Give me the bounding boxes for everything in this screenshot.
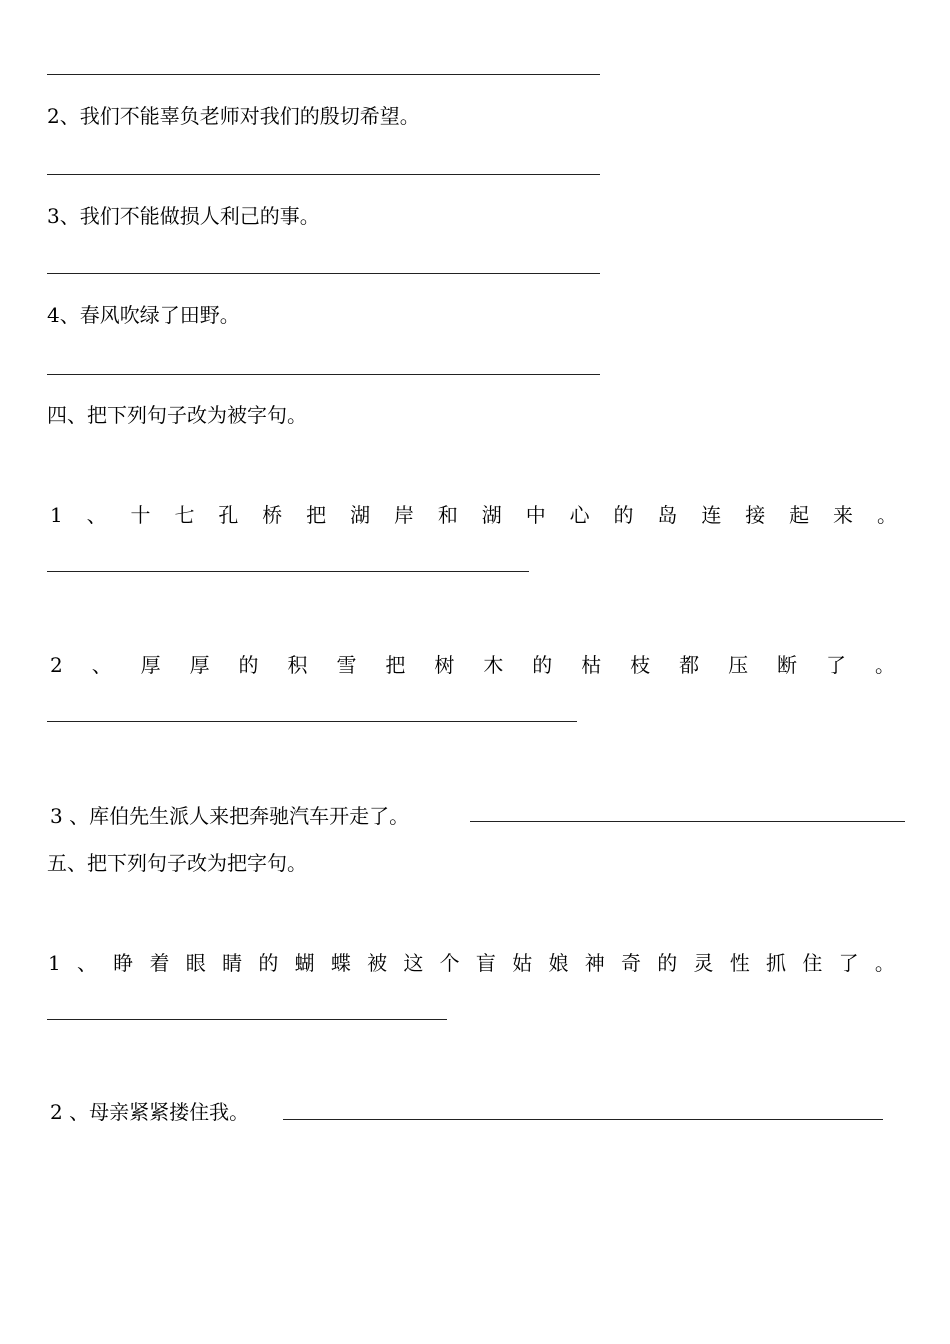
q3-item-4: 4、春风吹绿了田野。 [47, 303, 240, 327]
sentence-char: 住 [802, 951, 823, 975]
q3-item-2: 2、我们不能辜负老师对我们的殷切希望。 [47, 104, 420, 128]
sentence-char: 1 [50, 503, 63, 527]
sentence-char: 的 [657, 951, 678, 975]
sentence-char: 起 [789, 503, 810, 527]
sentence-char: 姑 [512, 951, 533, 975]
sentence-char: 岸 [393, 503, 414, 527]
sentence-char: 性 [729, 951, 750, 975]
answer-line [47, 174, 600, 175]
answer-line [47, 74, 600, 75]
sentence-char: 、 [91, 653, 112, 677]
sentence-char: 厚 [189, 653, 210, 677]
sentence-char: 这 [403, 951, 424, 975]
q4-item-1 [50, 505, 897, 525]
sentence-char: 积 [287, 653, 308, 677]
sentence-char: 十 [130, 503, 151, 527]
q5-title: 五、把下列句子改为把字句。 [47, 851, 307, 875]
sentence-char: 来 [833, 503, 854, 527]
q4-item-2 [50, 655, 895, 675]
q4-title: 四、把下列句子改为被字句。 [47, 403, 307, 427]
sentence-char: 树 [434, 653, 455, 677]
sentence-char: 个 [439, 951, 460, 975]
answer-line [47, 1019, 447, 1020]
sentence-char: 枯 [581, 653, 602, 677]
answer-line [47, 571, 529, 572]
sentence-char: 了 [838, 951, 859, 975]
q5-item-2: 2 、母亲紧紧搂住我。 [50, 1100, 250, 1124]
sentence-char: 厚 [140, 653, 161, 677]
sentence-char: 的 [532, 653, 553, 677]
sentence-char: 盲 [475, 951, 496, 975]
sentence-char: 娘 [548, 951, 569, 975]
sentence-char: 把 [306, 503, 327, 527]
sentence-char: 雪 [336, 653, 357, 677]
sentence-char: 木 [483, 653, 504, 677]
sentence-char: 连 [701, 503, 722, 527]
sentence-char: 枝 [630, 653, 651, 677]
sentence-char: 神 [584, 951, 605, 975]
sentence-char: 睁 [113, 951, 134, 975]
answer-line [470, 821, 905, 822]
sentence-char: 孔 [218, 503, 239, 527]
sentence-char: 、 [77, 951, 97, 975]
q4-item-3: 3 、库伯先生派人来把奔驰汽车开走了。 [50, 804, 410, 828]
q3-item-3: 3、我们不能做损人利己的事。 [47, 204, 320, 228]
sentence-char: 。 [874, 951, 895, 975]
sentence-char: 七 [174, 503, 195, 527]
sentence-char: 和 [437, 503, 458, 527]
sentence-char: 。 [874, 653, 895, 677]
sentence-char: 1 [48, 951, 61, 975]
sentence-char: 接 [745, 503, 766, 527]
sentence-char: 蝶 [330, 951, 351, 975]
sentence-char: 湖 [350, 503, 371, 527]
answer-line [47, 374, 600, 375]
sentence-char: 把 [385, 653, 406, 677]
sentence-char: 了 [825, 653, 846, 677]
sentence-char: 都 [679, 653, 700, 677]
sentence-char: 的 [238, 653, 259, 677]
sentence-char: 的 [613, 503, 634, 527]
sentence-char: 蝴 [294, 951, 315, 975]
answer-line [47, 273, 600, 274]
answer-line [47, 721, 577, 722]
sentence-char: 。 [876, 503, 897, 527]
sentence-char: 抓 [766, 951, 787, 975]
sentence-char: 奇 [620, 951, 641, 975]
sentence-char: 压 [728, 653, 749, 677]
sentence-char: 2 [50, 653, 63, 677]
sentence-char: 断 [777, 653, 798, 677]
sentence-char: 中 [525, 503, 546, 527]
sentence-char: 被 [367, 951, 388, 975]
sentence-char: 湖 [481, 503, 502, 527]
sentence-char: 、 [86, 503, 107, 527]
sentence-char: 岛 [657, 503, 678, 527]
sentence-char: 心 [569, 503, 590, 527]
sentence-char: 着 [149, 951, 170, 975]
sentence-char: 的 [258, 951, 279, 975]
q5-item-1 [48, 953, 895, 973]
sentence-char: 灵 [693, 951, 714, 975]
sentence-char: 桥 [262, 503, 283, 527]
sentence-char: 睛 [222, 951, 243, 975]
sentence-char: 眼 [185, 951, 206, 975]
answer-line [283, 1119, 883, 1120]
